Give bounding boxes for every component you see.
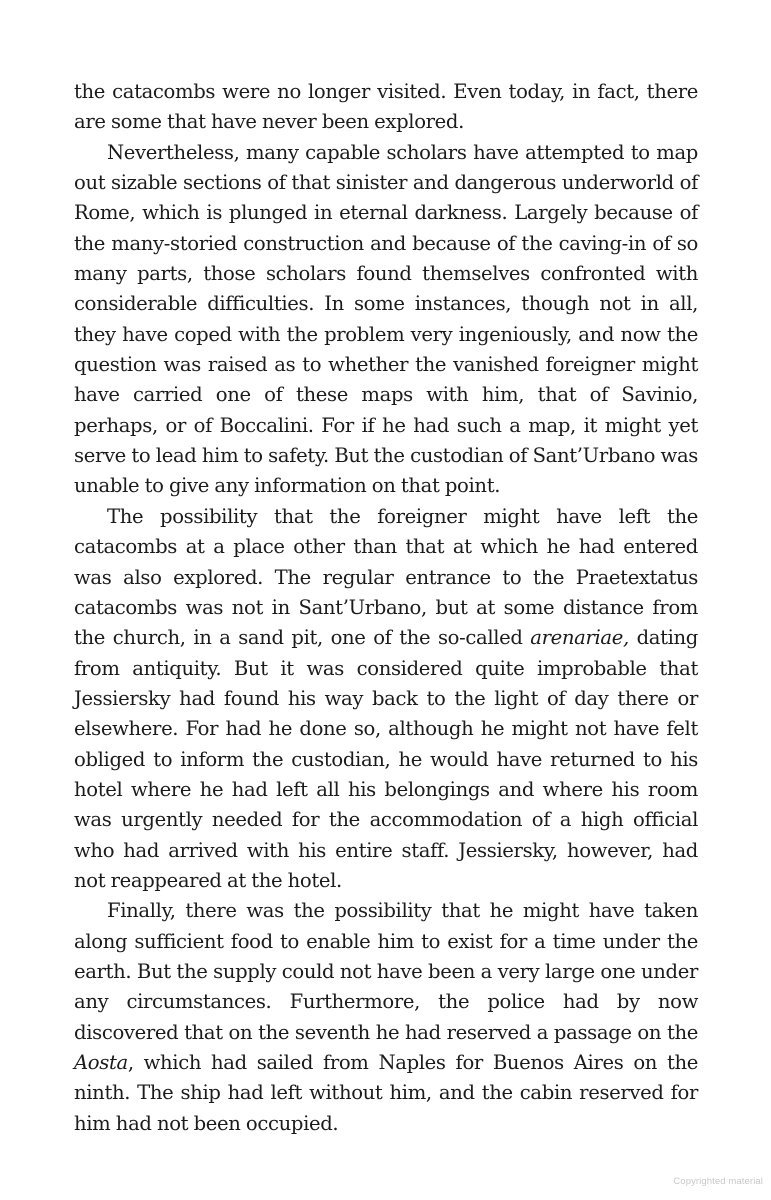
paragraph-3: The possibility that the foreigner might have left the catacombs at a place other than that at which he had entered was also explored. The regular entrance to the Praetextatus catacombs was not in Sant’Urbano, but at some distance from the church, in a sand pit, one of the so-called arenariae, dating from antiquity. But it was considered quite improbable that Jessiersky had found his way back to the light of day there or elsewhere. For had he done so, although he might not have felt obliged to inform the custodian, he would have returned to his hotel where he had left all his belongings and where his room was urgently needed for the accommodation of a high official who had arrived with his entire staff. Jessiersky, however, had not reappeared at the hotel. [74,504,698,892]
copyright-watermark: Copyrighted material [673,1176,763,1187]
italic-ship-name-aosta: Aosta [74,1051,128,1074]
page-body-text [74,77,698,1139]
paragraph-4: Finally, there was the possibility that he might have taken along sufficient food to enable him to exist for a time under the earth. But the supply could not have been a very large one under any circumstances. Furthermore, the police had by now discovered that on the seventh he had reserved a passage on the Aosta, which had sailed from Naples for Buenos Aires on the ninth. The ship had left without him, and the cabin reserved for him had not been occupied. [74,899,698,1135]
paragraph-2: Nevertheless, many capable scholars have attempted to map out sizable sections of that sinister and dangerous underworld of Rome, which is plunged in eternal darkness. Largely because of the many-storied construction and because of the caving-in of so many parts, those scholars found themselves confronted with considerable difficulties. In some instances, though not in all, they have coped with the problem very ingeniously, and now the question was raised as to whether the vanished foreigner might have carried one of these maps with him, that of Savinio, perhaps, or of Boccalini. For if he had such a map, it might yet serve to lead him to safety. But the custodian of Sant’Urbano was unable to give any information on that point. [74,140,698,498]
paragraph-1: the catacombs were no longer visited. Even today, in fact, there are some that have never been explored. [74,80,698,134]
italic-term-arenariae: arenariae, [530,626,629,650]
